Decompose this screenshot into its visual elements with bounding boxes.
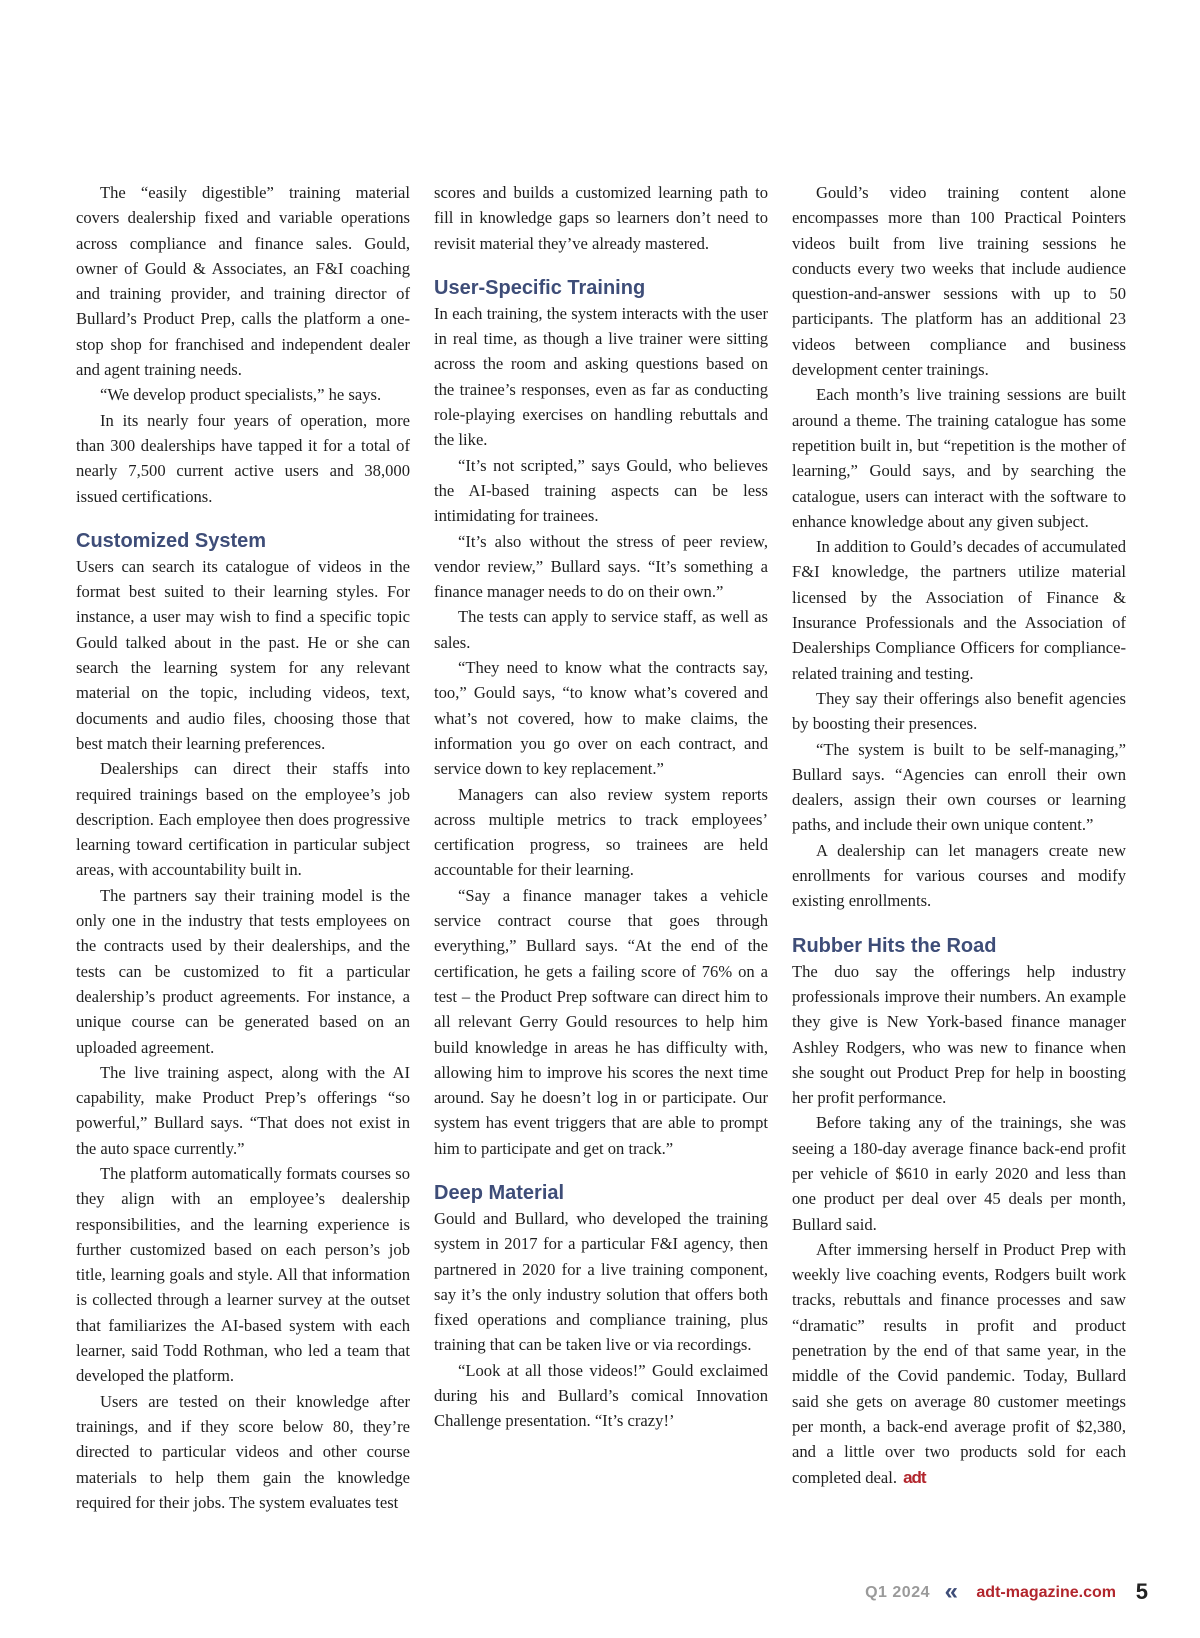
page-number: 5 <box>1135 1579 1148 1604</box>
section-heading-deep-material: Deep Material <box>434 1181 565 1204</box>
paragraph: A dealership can let managers create new enrollments for various courses and modify existing enrollments. <box>792 840 1126 911</box>
page-footer <box>0 1578 1200 1608</box>
section-heading-user-specific-training: User-Specific Training <box>434 276 646 299</box>
paragraph: In its nearly four years of operation, more than 300 dealerships have tapped it for a total of nearly 7,500 current active users and 38,000 issued certifications. <box>76 410 410 506</box>
paragraph: “They need to know what the contracts say, too,” Gould says, “to know what’s covered and what’s not covered, how to make claims, the information you go over on each contract, and service down to key replacement.” <box>434 658 768 779</box>
paragraph: In addition to Gould’s decades of accumulated F&I knowledge, the partners utilize material licensed by the Association of Finance & Insurance Professionals and the Association of Dealerships Compliance Officers for compliance-related training and testing. <box>792 537 1126 683</box>
article-column-1 <box>76 180 410 1515</box>
paragraph: The tests can apply to service staff, as well as sales. <box>434 607 768 652</box>
paragraph: “The system is built to be self-managing,” Bullard says. “Agencies can enroll their own dealers, assign their own courses or learning paths, and include their own unique content.” <box>792 739 1126 835</box>
paragraph: “Say a finance manager takes a vehicle service contract course that goes through everything,” Bullard says. “At the end of the certification, he gets a failing score of 76% on a test – the Product Prep software can direct him to all relevant Gerry Gould resources to help him build knowledge in areas he has difficulty with, allowing him to improve his scores the next time around. Say he doesn’t log in or participate. Our system has event triggers that are able to prompt him to participate and get on track.” <box>434 885 768 1158</box>
paragraph: “It’s also without the stress of peer review, vendor review,” Bullard says. “It’s something a finance manager needs to do on their own.” <box>434 531 768 602</box>
paragraph: In each training, the system interacts with the user in real time, as though a live trainer were sitting across the room and asking questions based on the trainee’s responses, even as far as conducting role-playing exercises on handling rebuttals and the like. <box>434 303 768 450</box>
paragraph: The live training aspect, along with the AI capability, make Product Prep’s offerings “so powerful,” Bullard says. “That does not exist in the auto space currently.” <box>76 1062 410 1158</box>
paragraph: The “easily digestible” training material covers dealership fixed and variable operations across compliance and finance sales. Gould, owner of Gould & Associates, an F&I coaching and training provider, and training director of Bullard’s Product Prep, calls the platform a one-stop shop for franchised and independent dealer and agent training needs. <box>76 183 410 380</box>
paragraph: “We develop product specialists,” he says. <box>100 385 382 405</box>
paragraph: “Look at all those videos!” Gould exclaimed during his and Bullard’s comical Innovation Challenge presentation. “It’s crazy!’ <box>434 1360 768 1431</box>
article-column-3 <box>792 180 1126 1490</box>
paragraph: Users are tested on their knowledge after trainings, and if they score below 80, they’re directed to particular videos and other course materials to help them gain the knowledge required for their jobs. The system evaluates test <box>76 1391 410 1512</box>
end-of-article-logo-icon: adt <box>903 1467 926 1487</box>
paragraph: scores and builds a customized learning path to fill in knowledge gaps so learners don’t need to revisit material they’ve already mastered. <box>434 183 768 253</box>
issue-label: Q1 2024 <box>865 1584 930 1601</box>
paragraph: Each month’s live training sessions are built around a theme. The training catalogue has some repetition built in, but “repetition is the mother of learning,” Gould says, and by searching the catalogue, users can interact with the software to enhance knowledge about any given subject. <box>792 385 1126 531</box>
paragraph: Gould’s video training content alone encompasses more than 100 Practical Pointers videos built from live training sessions he conducts every two weeks that include audience question-and-answer sessions with up to 50 participants. The platform has an additional 23 videos between compliance and business development center trainings. <box>792 183 1126 380</box>
paragraph: “It’s not scripted,” says Gould, who believes the AI-based training aspects can be less intimidating for trainees. <box>434 455 768 526</box>
section-heading-rubber-hits-the-road: Rubber Hits the Road <box>792 934 997 957</box>
article-column-2 <box>434 180 768 1434</box>
paragraph: They say their offerings also benefit agencies by boosting their presences. <box>792 688 1126 734</box>
paragraph: Before taking any of the trainings, she was seeing a 180-day average finance back-end profit per vehicle of $610 in early 2020 and less than one product per deal over 45 deals per month, Bullard said. <box>792 1113 1126 1234</box>
paragraph-text: After immersing herself in Product Prep with weekly live coaching events, Rodgers built work tracks, rebuttals and finance processes and saw “dramatic” results in profit and product penetration by the end of that same year, in the middle of the Covid pandemic. Today, Bullard said she gets on average 80 customer meetings per month, a back-end average profit of $2,380, and a little over two products sold for each completed deal. <box>792 1239 1126 1487</box>
section-heading-customized-system: Customized System <box>76 529 267 552</box>
paragraph: Dealerships can direct their staffs into required trainings based on the employee’s job description. Each employee then does progressive learning toward certification in particular subject areas, with accountability built in. <box>76 759 410 880</box>
paragraph: Managers can also review system reports across multiple metrics to track employees’ certification progress, so trainees are held accountable for their learning. <box>434 784 768 880</box>
paragraph <box>792 1237 1126 1490</box>
paragraph: Gould and Bullard, who developed the training system in 2017 for a particular F&I agency, then partnered in 2020 for a live training component, say it’s the only industry solution that offers both fixed operations and compliance training, plus training that can be taken live or via recordings. <box>434 1208 768 1355</box>
website-link[interactable]: adt-magazine.com <box>976 1584 1116 1601</box>
paragraph: The duo say the offerings help industry professionals improve their numbers. An example they give is New York-based finance manager Ashley Rodgers, who was new to finance when she sought out Product Prep for help in boosting her profit performance. <box>792 961 1126 1108</box>
paragraph: The platform automatically formats courses so they align with an employee’s dealership responsibilities, and the learning experience is further customized based on each person’s job title, learning goals and style. All that information is collected through a learner survey at the outset that familiarizes the AI-based system with each learner, said Todd Rothman, who led a team that developed the platform. <box>76 1163 410 1386</box>
paragraph: Users can search its catalogue of videos in the format best suited to their learning styles. For instance, a user may wish to find a specific topic Gould talked about in the past. He or she can search the learning system for any relevant material on the topic, including videos, text, documents and audio files, choosing those that best match their learning preferences. <box>76 556 410 753</box>
double-chevron-left-icon: « <box>944 1578 958 1605</box>
paragraph: The partners say their training model is the only one in the industry that tests employees on the contracts used by their dealerships, and the tests can be customized to fit a particular dealership’s product agreements. For instance, a unique course can be generated based on an uploaded agreement. <box>76 885 410 1057</box>
